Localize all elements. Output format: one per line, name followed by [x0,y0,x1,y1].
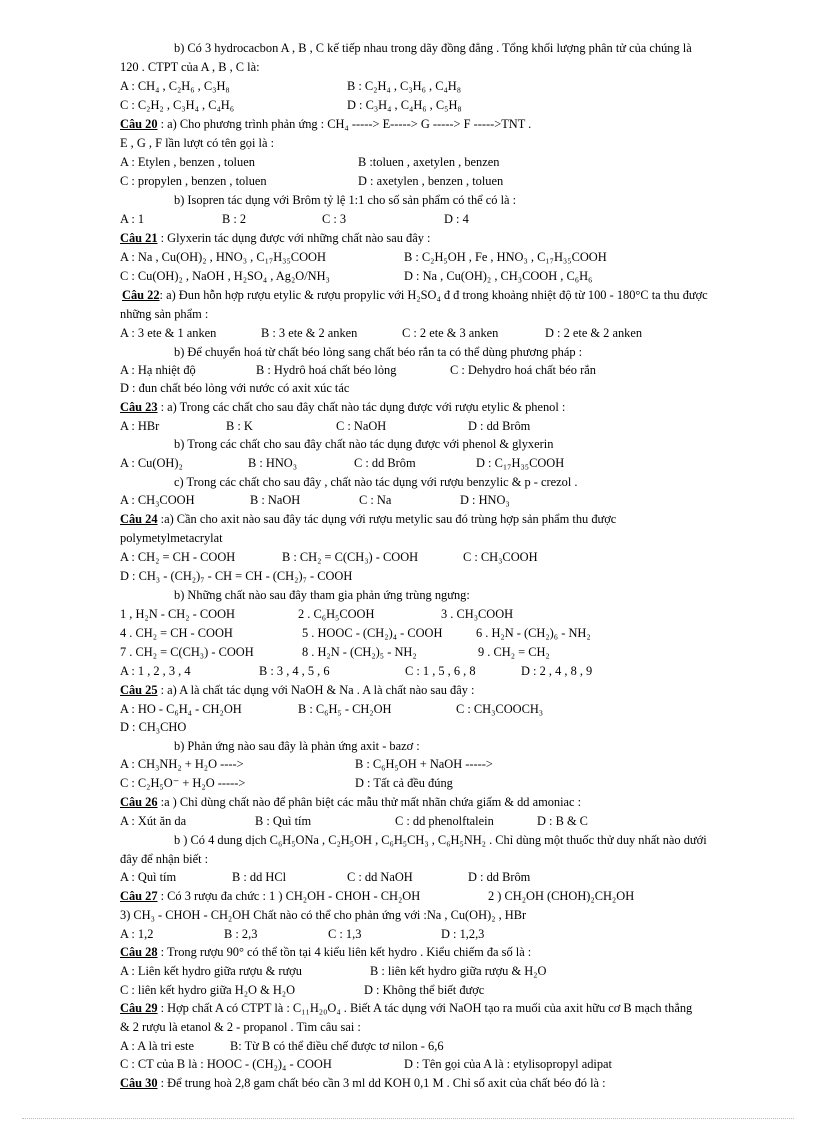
question-segment [120,512,616,527]
answer-option: A : HO - C₆H₄ - CH₂OH [120,702,242,716]
answer-option: B : liên kết hydro giữa rượu & H₂O [370,964,547,978]
question-label: Câu 28 [120,945,158,959]
question-segment [120,231,430,246]
answer-option: C : C₂H₂ , C₃H₄ , C₄H₆ [120,98,235,112]
text-segment: b ) Có 4 dung dịch C₆H₅ONa , C₂H₅OH , C₆H₅CH₃ , C₆H₅NH₂ . Chỉ dùng một thuốc thử duy nhất nào dưới [174,833,707,847]
text-segment: b) Isopren tác dụng với Brôm tỷ lệ 1:1 cho số sản phẩm có thể có là : [174,193,517,207]
answer-option: A : 1 [120,212,145,226]
answer-option: B : 2,3 [224,927,258,941]
answer-option: B : C₆H₅ - CH₂OH [298,702,392,716]
answer-option: 4 . CH₂ = CH - COOH [120,626,233,640]
answer-option: C : dd NaOH [347,870,413,884]
answer-option: 6 . H₂N - (CH₂)₆ - NH₂ [476,626,591,640]
answer-option: C : CH₃COOCH₃ [456,702,544,716]
answer-option: B : C₂H₄ , C₃H₆ , C₄H₈ [347,79,462,93]
answer-option: D : Tất cả đều đúng [355,776,453,790]
answer-option: D : 2 , 4 , 8 , 9 [521,664,593,678]
answer-option: 9 . CH₂ = CH₂ [478,645,550,659]
answer-option: B : 3 , 4 , 5 , 6 [259,664,330,678]
answer-option: B: Từ B có thể điều chế được tơ nilon - 6,6 [230,1039,444,1053]
answer-option: D : 4 [444,212,469,226]
answer-option: A : Etylen , benzen , toluen [120,155,255,169]
answer-option: 3 . CH₃COOH [441,607,514,621]
answer-option: D : Na , Cu(OH)₂ , CH₃COOH , C₆H₆ [404,269,593,283]
text-segment: D : đun chất béo lỏng với nước có axit xúc tác [120,381,350,395]
answer-option: D : dd Brôm [468,419,531,433]
answer-option: D : B & C [537,814,588,828]
question-segment [120,683,474,698]
answer-option: C : CH₃COOH [463,550,538,564]
text-segment: E , G , F lần lượt có tên gọi là : [120,136,275,150]
answer-option: B : CH₂ = C(CH₃) - COOH [282,550,419,564]
answer-option: A : Cu(OH)₂ [120,456,183,470]
question-text: : Glyxerin tác dụng được với những chất nào sau đây : [157,231,431,245]
answer-option: B : 2 [222,212,247,226]
question-label: Câu 21 [120,231,158,245]
answer-option: C : 1,3 [328,927,362,941]
answer-option: A : Xút ăn da [120,814,187,828]
question-segment [120,945,531,960]
text-segment: những sản phẩm : [120,307,209,321]
answer-option: D : Tên gọi của A là : etylisopropyl adipat [404,1057,612,1071]
answer-option: A : CH₃COOH [120,493,195,507]
answer-option: C : C₂H₅O⁻ + H₂O -----> [120,776,246,790]
text-segment: D : CH₃ - (CH₂)₇ - CH = CH - (CH₂)₇ - COOH [120,569,353,583]
text-segment: 3) CH₃ - CHOH - CH₂OH Chất nào có thể cho phản ứng với :Na , Cu(OH)₂ , HBr [120,908,527,922]
answer-option: C : 3 [322,212,347,226]
answer-option: A : CH₂ = CH - COOH [120,550,236,564]
text-segment: đây để nhận biết : [120,852,209,866]
question-text: : a) Đun hỗn hợp rượu etylic & rượu propylic với H₂SO₄ đ đ trong khoảng nhiệt độ từ 100 - 180°C ta thu được [159,288,708,302]
answer-option: A : CH₃NH₂ + H₂O ----> [120,757,244,771]
answer-option: C : CT của B là : HOOC - (CH₂)₄ - COOH [120,1057,332,1071]
question-label: Câu 22 [122,288,160,302]
answer-option: C : liên kết hydro giữa H₂O & H₂O [120,983,296,997]
answer-option: D : dd Brôm [468,870,531,884]
answer-option: 7 . CH₂ = C(CH₃) - COOH [120,645,254,659]
question-segment [120,1001,692,1016]
question-text: : Trong rượu 90° có thể tồn tại 4 kiểu liên kết hydro . Kiểu chiếm đa số là : [157,945,532,959]
answer-option: A : 3 ete & 1 anken [120,326,217,340]
question-label: Câu 25 [120,683,158,697]
answer-option: B : HNO₃ [248,456,298,470]
answer-option: A : Na , Cu(OH)₂ , HNO₃ , C₁₇H₃₅COOH [120,250,326,264]
answer-option: D : 1,2,3 [441,927,485,941]
answer-option: C : dd phenolftalein [395,814,494,828]
answer-option: C : 2 ete & 3 anken [402,326,499,340]
answer-option: C : dd Brôm [354,456,416,470]
question-segment [120,117,531,132]
page-footer-divider [22,1118,794,1119]
answer-option: C : Dehydro hoá chất béo rắn [450,363,596,377]
answer-option: D : HNO₃ [460,493,510,507]
text-segment: b) Phản ứng nào sau đây là phản ứng axit - bazơ : [174,739,420,753]
answer-option: A : CH₄ , C₂H₆ , C₃H₈ [120,79,230,93]
answer-option: B : Hydrô hoá chất béo lỏng [256,363,397,377]
answer-option: A : 1,2 [120,927,154,941]
answer-option: D : axetylen , benzen , toluen [358,174,504,188]
answer-option: 5 . HOOC - (CH₂)₄ - COOH [302,626,443,640]
text-segment: & 2 rượu là etanol & 2 - propanol . Tìm câu sai : [120,1020,361,1034]
question-label: Câu 29 [120,1001,158,1015]
question-text: : Có 3 rượu đa chức : 1 ) CH₂OH - CHOH - CH₂OH [157,889,421,903]
answer-option: B : K [226,419,253,433]
answer-option: B : dd HCl [232,870,287,884]
answer-option: D : C₃H₄ , C₄H₆ , C₅H₈ [347,98,462,112]
answer-option: A : A là tri este [120,1039,194,1053]
text-segment: b) Để chuyển hoá từ chất béo lỏng sang chất béo rắn ta có thể dùng phương pháp : [174,345,583,359]
answer-option: A : Quì tím [120,870,177,884]
answer-option: B : Quì tím [255,814,312,828]
answer-option: 8 . H₂N - (CH₂)₅ - NH₂ [302,645,417,659]
text-segment: D : CH₃CHO [120,720,187,734]
question-label: Câu 27 [120,889,158,903]
answer-option: B : C₆H₅OH + NaOH -----> [355,757,493,771]
answer-option: A : HBr [120,419,160,433]
answer-option: 1 , H₂N - CH₂ - COOH [120,607,235,621]
answer-option: C : Na [359,493,392,507]
text-segment: polymetylmetacrylat [120,531,223,545]
question-segment [120,795,581,810]
answer-option: A : 1 , 2 , 3 , 4 [120,664,191,678]
answer-option: B : NaOH [250,493,301,507]
answer-option: C : Cu(OH)₂ , NaOH , H₂SO₄ , Ag₂O/NH₃ [120,269,330,283]
question-text: : a) A là chất tác dụng với NaOH & Na . A là chất nào sau đây : [157,683,475,697]
question-label: Câu 26 [120,795,158,809]
question-text: : Để trung hoà 2,8 gam chất béo cần 3 ml dd KOH 0,1 M . Chỉ số axit của chất béo đó là : [157,1076,606,1090]
answer-option: C : propylen , benzen , toluen [120,174,267,188]
answer-option: A : Liên kết hydro giữa rượu & rượu [120,964,302,978]
question-text: :a ) Chỉ dùng chất nào để phân biệt các mẫu thử mất nhãn chứa giấm & dd amoniac : [157,795,582,809]
answer-option: 2 ) CH₂OH (CHOH)₂CH₂OH [488,889,635,903]
answer-option: C : NaOH [336,419,387,433]
question-segment [120,400,565,415]
text-segment: b) Trong các chất cho sau đây chất nào tác dụng được với phenol & glyxerin [174,437,554,451]
question-text: :a) Cần cho axit nào sau đây tác dụng với rượu metylic sau đó trùng hợp sản phẩm thu được [157,512,617,526]
question-label: Câu 20 [120,117,158,131]
answer-option: B : C₂H₅OH , Fe , HNO₃ , C₁₇H₃₅COOH [404,250,607,264]
question-label: Câu 23 [120,400,158,414]
question-text: : a) Cho phương trình phản ứng : CH₄ -----> E-----> G -----> F ----->TNT . [157,117,532,131]
answer-option: B : 3 ete & 2 anken [261,326,358,340]
answer-option: D : 2 ete & 2 anken [545,326,643,340]
question-text: : Hợp chất A có CTPT là : C₁₁H₂₀O₄ . Biết A tác dụng với NaOH tạo ra muối của axit hữu cơ B mạch thẳng [157,1001,693,1015]
text-segment: b) Những chất nào sau đây tham gia phản ứng trùng ngưng: [174,588,470,602]
question-segment [122,288,708,303]
question-segment [120,889,420,904]
question-segment [120,1076,606,1091]
question-label: Câu 24 [120,512,158,526]
text-segment: c) Trong các chất cho sau đây , chất nào tác dụng với rượu benzylic & p - crezol . [174,475,578,489]
answer-option: D : Không thể biết được [364,983,485,997]
question-label: Câu 30 [120,1076,158,1090]
text-segment: b) Có 3 hydrocacbon A , B , C kế tiếp nhau trong dãy đồng đẳng . Tổng khối lượng phân tử của chúng là [174,41,692,55]
text-segment: 120 . CTPT của A , B , C là: [120,60,260,74]
question-text: : a) Trong các chất cho sau đây chất nào tác dụng được với rượu etylic & phenol : [157,400,566,414]
answer-option: D : C₁₇H₃₅COOH [476,456,565,470]
answer-option: B :toluen , axetylen , benzen [358,155,500,169]
answer-option: C : 1 , 5 , 6 , 8 [405,664,476,678]
answer-option: A : Hạ nhiệt độ [120,363,196,377]
answer-option: 2 . C₆H₅COOH [298,607,375,621]
